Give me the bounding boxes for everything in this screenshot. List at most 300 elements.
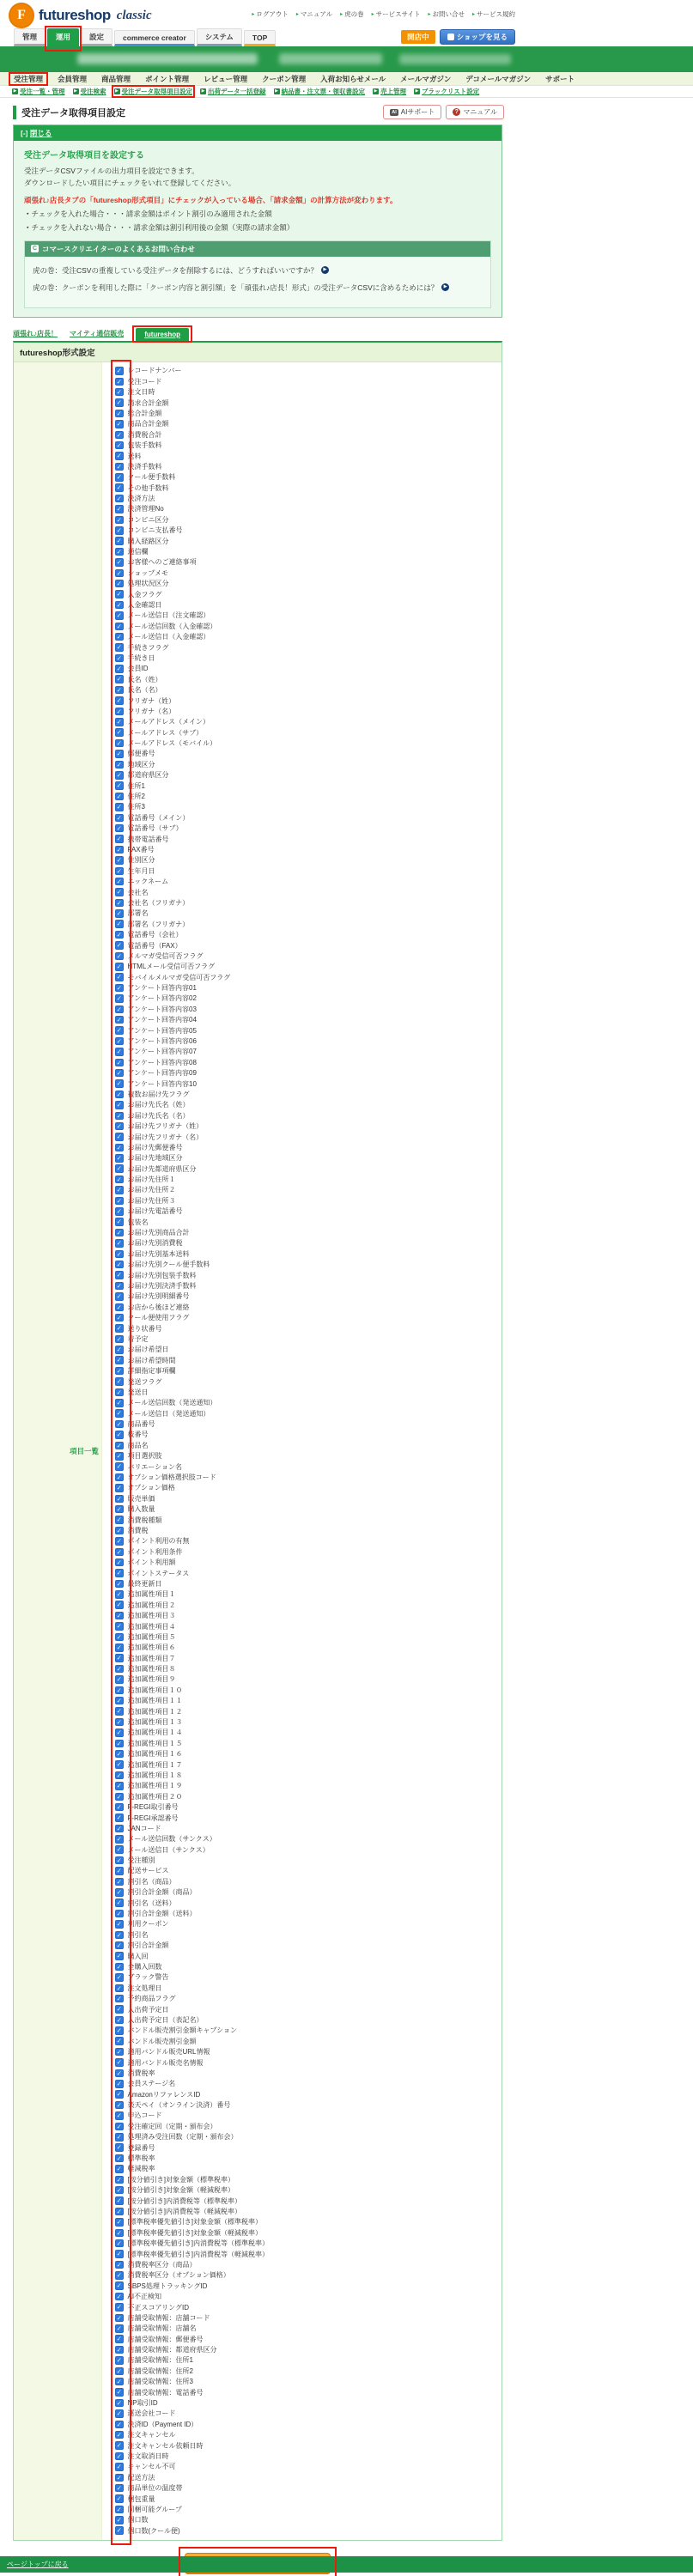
item-checkbox[interactable]: ✓ bbox=[116, 505, 122, 513]
item-checkbox[interactable]: ✓ bbox=[116, 2005, 122, 2014]
item-checkbox[interactable]: ✓ bbox=[116, 1962, 122, 1971]
item-checkbox[interactable]: ✓ bbox=[116, 1090, 122, 1098]
item-checkbox[interactable]: ✓ bbox=[116, 1899, 122, 1907]
item-checkbox[interactable]: ✓ bbox=[116, 1441, 122, 1449]
item-label: 送り状番号 bbox=[127, 1324, 162, 1333]
item-checkbox[interactable]: ✓ bbox=[116, 1048, 122, 1056]
sub-menu-link[interactable] bbox=[373, 87, 406, 96]
table-row bbox=[102, 897, 502, 908]
item-checkbox[interactable]: ✓ bbox=[116, 866, 122, 875]
item-checkbox[interactable]: ✓ bbox=[116, 2026, 122, 2035]
sub-menu bbox=[0, 86, 693, 98]
item-label: お店から後ほど連絡 bbox=[127, 1303, 190, 1311]
menu-item[interactable]: クーポン管理 bbox=[262, 74, 307, 83]
item-checkbox[interactable]: ✓ bbox=[116, 1867, 122, 1875]
item-checkbox[interactable]: ✓ bbox=[116, 526, 122, 535]
item-checkbox[interactable]: ✓ bbox=[116, 1015, 122, 1024]
item-checkbox[interactable]: ✓ bbox=[116, 1664, 122, 1673]
item-label: 消費税 bbox=[127, 1526, 149, 1534]
item-checkbox[interactable]: ✓ bbox=[116, 409, 122, 417]
item-checkbox[interactable]: ✓ bbox=[116, 973, 122, 981]
item-checkbox[interactable]: ✓ bbox=[116, 2239, 122, 2247]
nav-tab[interactable]: 運用 bbox=[47, 28, 79, 46]
item-checkbox[interactable]: ✓ bbox=[116, 792, 122, 800]
table-row bbox=[102, 1291, 502, 1302]
item-checkbox[interactable]: ✓ bbox=[116, 1760, 122, 1769]
link-arrow-icon: ▸ bbox=[428, 12, 431, 17]
item-checkbox[interactable]: ✓ bbox=[116, 707, 122, 715]
item-checkbox[interactable]: ✓ bbox=[116, 367, 122, 375]
item-label: お届け先氏名（姓） bbox=[127, 1101, 190, 1109]
table-row bbox=[102, 2196, 502, 2206]
item-checkbox[interactable]: ✓ bbox=[116, 2175, 122, 2184]
table-row bbox=[102, 951, 502, 961]
item-checkbox[interactable]: ✓ bbox=[116, 1207, 122, 1216]
table-row bbox=[102, 770, 502, 781]
item-checkbox[interactable]: ✓ bbox=[116, 1058, 122, 1066]
item-checkbox[interactable]: ✓ bbox=[116, 462, 122, 471]
item-checkbox[interactable]: ✓ bbox=[116, 1611, 122, 1619]
item-checkbox[interactable]: ✓ bbox=[116, 2463, 122, 2471]
item-label: 追加属性項目７ bbox=[127, 1654, 176, 1662]
table-row bbox=[102, 493, 502, 503]
item-checkbox[interactable]: ✓ bbox=[116, 2292, 122, 2300]
item-checkbox[interactable]: ✓ bbox=[116, 494, 122, 502]
item-checkbox[interactable]: ✓ bbox=[116, 665, 122, 673]
item-checkbox[interactable]: ✓ bbox=[116, 1473, 122, 1481]
format-tab[interactable]: 頑張れ♪店長！ bbox=[13, 329, 58, 337]
item-checkbox[interactable]: ✓ bbox=[116, 2090, 122, 2099]
item-checkbox[interactable]: ✓ bbox=[116, 803, 122, 811]
item-checkbox[interactable]: ✓ bbox=[116, 2420, 122, 2428]
item-checkbox[interactable]: ✓ bbox=[116, 2069, 122, 2077]
item-checkbox[interactable]: ✓ bbox=[116, 1590, 122, 1599]
item-checkbox[interactable]: ✓ bbox=[116, 2335, 122, 2343]
item-checkbox[interactable]: ✓ bbox=[116, 2271, 122, 2280]
item-label: 軽減税率 bbox=[127, 2165, 155, 2173]
item-label: 配送サービス bbox=[127, 1867, 169, 1875]
item-label: 消費税率 bbox=[127, 2069, 155, 2077]
item-checkbox[interactable]: ✓ bbox=[116, 1399, 122, 1407]
item-checkbox[interactable]: ✓ bbox=[116, 1313, 122, 1321]
item-label: [按分値引き]対象金額（軽減税率） bbox=[127, 2186, 234, 2195]
item-checkbox[interactable]: ✓ bbox=[116, 1281, 122, 1290]
table-row bbox=[102, 929, 502, 939]
item-checkbox[interactable]: ✓ bbox=[116, 1547, 122, 1556]
item-checkbox[interactable]: ✓ bbox=[116, 963, 122, 971]
item-checkbox[interactable]: ✓ bbox=[116, 558, 122, 567]
item-checkbox[interactable]: ✓ bbox=[116, 2441, 122, 2450]
item-checkbox[interactable]: ✓ bbox=[116, 813, 122, 822]
item-checkbox[interactable]: ✓ bbox=[116, 2250, 122, 2258]
item-checkbox[interactable]: ✓ bbox=[116, 888, 122, 896]
item-checkbox[interactable]: ✓ bbox=[116, 1877, 122, 1886]
item-checkbox[interactable]: ✓ bbox=[116, 845, 122, 854]
item-checkbox[interactable]: ✓ bbox=[116, 2516, 122, 2524]
item-checkbox[interactable]: ✓ bbox=[116, 1601, 122, 1609]
menu-item[interactable]: 商品管理 bbox=[101, 74, 131, 83]
item-label: 詳細指定事項欄 bbox=[127, 1367, 176, 1376]
item-checkbox[interactable]: ✓ bbox=[116, 1845, 122, 1854]
item-checkbox[interactable]: ✓ bbox=[116, 643, 122, 652]
item-checkbox[interactable]: ✓ bbox=[116, 1707, 122, 1716]
top-link[interactable] bbox=[372, 9, 421, 19]
format-tab[interactable]: マイティ通信販売 bbox=[70, 329, 125, 337]
item-label: 電話番号（会社） bbox=[127, 931, 183, 939]
item-checkbox[interactable]: ✓ bbox=[116, 377, 122, 386]
item-label: JANコード bbox=[127, 1824, 161, 1832]
menu-item[interactable]: レビュー管理 bbox=[204, 74, 248, 83]
item-checkbox[interactable]: ✓ bbox=[116, 781, 122, 790]
item-checkbox[interactable]: ✓ bbox=[116, 675, 122, 683]
item-checkbox[interactable]: ✓ bbox=[116, 547, 122, 556]
item-checkbox[interactable]: ✓ bbox=[116, 2080, 122, 2088]
item-checkbox[interactable]: ✓ bbox=[116, 1133, 122, 1141]
menu-item[interactable]: 受注管理 bbox=[12, 74, 45, 84]
item-checkbox[interactable]: ✓ bbox=[116, 2133, 122, 2141]
item-checkbox[interactable]: ✓ bbox=[116, 1994, 122, 2002]
nav-tab[interactable]: 設定 bbox=[81, 28, 112, 46]
table-row bbox=[102, 2409, 502, 2419]
nav-tab[interactable]: commerce creator bbox=[114, 30, 195, 46]
item-label: フリガナ（名） bbox=[127, 707, 176, 715]
menu-item[interactable]: ポイント管理 bbox=[145, 74, 190, 83]
item-checkbox[interactable]: ✓ bbox=[116, 2303, 122, 2312]
item-checkbox[interactable]: ✓ bbox=[116, 600, 122, 609]
item-checkbox[interactable]: ✓ bbox=[116, 2100, 122, 2109]
table-row bbox=[102, 2014, 502, 2025]
manual-button[interactable] bbox=[446, 105, 504, 119]
item-checkbox[interactable]: ✓ bbox=[116, 856, 122, 865]
item-checkbox[interactable]: ✓ bbox=[116, 1814, 122, 1822]
item-label: 販売単価 bbox=[127, 1494, 155, 1503]
item-checkbox[interactable]: ✓ bbox=[116, 1749, 122, 1758]
menu-item[interactable]: 入荷お知らせメール bbox=[320, 74, 386, 83]
item-label: [標準税率優先値引き]対象金額（標準税率） bbox=[127, 2218, 262, 2227]
item-checkbox[interactable]: ✓ bbox=[116, 1824, 122, 1832]
item-checkbox[interactable]: ✓ bbox=[116, 1324, 122, 1333]
item-label: 住所3 bbox=[127, 803, 145, 811]
item-checkbox[interactable]: ✓ bbox=[116, 1292, 122, 1301]
item-checkbox[interactable]: ✓ bbox=[116, 1632, 122, 1641]
item-checkbox[interactable]: ✓ bbox=[116, 2037, 122, 2045]
top-link-label: 虎の巻 bbox=[344, 10, 364, 18]
collapse-toggle[interactable] bbox=[14, 125, 502, 141]
item-checkbox[interactable]: ✓ bbox=[116, 1431, 122, 1439]
item-checkbox[interactable]: ✓ bbox=[116, 2143, 122, 2152]
item-label: 項目選択肢 bbox=[127, 1452, 162, 1461]
item-checkbox[interactable]: ✓ bbox=[116, 1271, 122, 1279]
item-checkbox[interactable]: ✓ bbox=[116, 1675, 122, 1684]
item-checkbox[interactable]: ✓ bbox=[116, 1941, 122, 1949]
item-checkbox[interactable]: ✓ bbox=[116, 1952, 122, 1960]
item-checkbox[interactable]: ✓ bbox=[116, 1164, 122, 1173]
item-checkbox[interactable]: ✓ bbox=[116, 1973, 122, 1982]
item-checkbox[interactable]: ✓ bbox=[116, 728, 122, 737]
table-row bbox=[102, 1153, 502, 1163]
item-checkbox[interactable]: ✓ bbox=[116, 1984, 122, 1992]
nav-tab[interactable]: システム bbox=[197, 28, 242, 46]
item-checkbox[interactable]: ✓ bbox=[116, 611, 122, 620]
sub-menu-link[interactable] bbox=[12, 87, 65, 96]
item-checkbox[interactable]: ✓ bbox=[116, 898, 122, 907]
top-link[interactable] bbox=[340, 9, 364, 19]
item-checkbox[interactable]: ✓ bbox=[116, 1930, 122, 1939]
item-checkbox[interactable]: ✓ bbox=[116, 2165, 122, 2173]
sub-menu-link[interactable] bbox=[414, 87, 479, 96]
item-checkbox[interactable]: ✓ bbox=[116, 1005, 122, 1013]
item-checkbox[interactable]: ✓ bbox=[116, 398, 122, 407]
nav-tab[interactable]: 管理 bbox=[14, 28, 46, 46]
item-checkbox[interactable]: ✓ bbox=[116, 1494, 122, 1503]
item-checkbox[interactable]: ✓ bbox=[116, 2526, 122, 2535]
item-checkbox[interactable]: ✓ bbox=[116, 1728, 122, 1737]
item-checkbox[interactable]: ✓ bbox=[116, 1579, 122, 1588]
item-checkbox[interactable]: ✓ bbox=[116, 2260, 122, 2269]
item-checkbox[interactable]: ✓ bbox=[116, 1504, 122, 1513]
item-checkbox[interactable]: ✓ bbox=[116, 420, 122, 428]
item-checkbox[interactable]: ✓ bbox=[116, 835, 122, 843]
item-checkbox[interactable]: ✓ bbox=[116, 1654, 122, 1662]
table-row bbox=[102, 1121, 502, 1131]
table-row bbox=[102, 1536, 502, 1546]
item-checkbox[interactable]: ✓ bbox=[116, 1239, 122, 1248]
item-checkbox[interactable]: ✓ bbox=[116, 1303, 122, 1311]
item-checkbox[interactable]: ✓ bbox=[116, 2409, 122, 2418]
item-checkbox[interactable]: ✓ bbox=[116, 2430, 122, 2439]
item-checkbox[interactable]: ✓ bbox=[116, 920, 122, 928]
item-checkbox[interactable]: ✓ bbox=[116, 452, 122, 460]
item-label: 通信欄 bbox=[127, 548, 149, 556]
item-checkbox[interactable]: ✓ bbox=[116, 2047, 122, 2056]
item-checkbox[interactable]: ✓ bbox=[116, 2366, 122, 2375]
item-checkbox[interactable]: ✓ bbox=[116, 2313, 122, 2322]
item-checkbox[interactable]: ✓ bbox=[116, 1121, 122, 1130]
item-checkbox[interactable]: ✓ bbox=[116, 473, 122, 482]
item-checkbox[interactable]: ✓ bbox=[116, 2377, 122, 2385]
item-checkbox[interactable]: ✓ bbox=[116, 2398, 122, 2407]
faq-link[interactable] bbox=[33, 265, 483, 276]
item-checkbox[interactable]: ✓ bbox=[116, 1526, 122, 1534]
item-checkbox[interactable]: ✓ bbox=[116, 2122, 122, 2130]
item-checkbox[interactable]: ✓ bbox=[116, 1388, 122, 1396]
item-checkbox[interactable]: ✓ bbox=[116, 1835, 122, 1844]
item-checkbox[interactable]: ✓ bbox=[116, 2196, 122, 2205]
item-checkbox[interactable]: ✓ bbox=[116, 1484, 122, 1492]
item-checkbox[interactable]: ✓ bbox=[116, 909, 122, 918]
table-row bbox=[102, 1419, 502, 1429]
top-link[interactable] bbox=[296, 9, 332, 19]
logo-icon: F bbox=[9, 3, 34, 28]
item-checkbox[interactable]: ✓ bbox=[116, 1079, 122, 1088]
item-checkbox[interactable]: ✓ bbox=[116, 685, 122, 694]
item-checkbox[interactable]: ✓ bbox=[116, 1218, 122, 1226]
menu-item[interactable]: サポート bbox=[545, 74, 575, 83]
item-checkbox[interactable]: ✓ bbox=[116, 1249, 122, 1258]
item-checkbox[interactable]: ✓ bbox=[116, 2218, 122, 2227]
item-checkbox[interactable]: ✓ bbox=[116, 1696, 122, 1704]
item-checkbox[interactable]: ✓ bbox=[116, 771, 122, 779]
item-checkbox[interactable]: ✓ bbox=[116, 2185, 122, 2194]
table-row bbox=[102, 1334, 502, 1344]
item-checkbox[interactable]: ✓ bbox=[116, 877, 122, 885]
sub-link-arrow-icon: ▶ bbox=[13, 88, 17, 94]
item-checkbox[interactable]: ✓ bbox=[116, 2281, 122, 2290]
item-checkbox[interactable]: ✓ bbox=[116, 430, 122, 439]
top-link[interactable] bbox=[252, 9, 289, 19]
item-checkbox[interactable]: ✓ bbox=[116, 1537, 122, 1546]
item-checkbox[interactable]: ✓ bbox=[116, 568, 122, 577]
item-checkbox[interactable]: ✓ bbox=[116, 1068, 122, 1077]
sub-menu-link[interactable] bbox=[200, 87, 266, 96]
item-checkbox[interactable]: ✓ bbox=[116, 622, 122, 630]
item-checkbox[interactable]: ✓ bbox=[116, 1026, 122, 1035]
item-checkbox[interactable]: ✓ bbox=[116, 2207, 122, 2215]
item-checkbox[interactable]: ✓ bbox=[116, 1622, 122, 1631]
item-checkbox[interactable]: ✓ bbox=[116, 2154, 122, 2162]
item-label: F-REGI承認番号 bbox=[127, 1814, 179, 1822]
item-checkbox[interactable]: ✓ bbox=[116, 1856, 122, 1864]
ai-support-button[interactable] bbox=[383, 105, 441, 119]
item-checkbox[interactable]: ✓ bbox=[116, 483, 122, 492]
format-tab[interactable]: futureshop bbox=[136, 328, 189, 341]
item-checkbox[interactable]: ✓ bbox=[116, 537, 122, 545]
menu-item[interactable]: メールマガジン bbox=[400, 74, 452, 83]
item-checkbox[interactable]: ✓ bbox=[116, 1186, 122, 1194]
item-checkbox[interactable]: ✓ bbox=[116, 2058, 122, 2067]
item-checkbox[interactable]: ✓ bbox=[116, 1782, 122, 1790]
table-row bbox=[102, 717, 502, 727]
table-row bbox=[102, 2099, 502, 2110]
item-label: 決済手数料 bbox=[127, 462, 162, 471]
nav-tab[interactable]: TOP bbox=[244, 30, 276, 46]
item-label: アンケート回答内容06 bbox=[127, 1037, 197, 1046]
item-checkbox[interactable]: ✓ bbox=[116, 823, 122, 832]
item-checkbox[interactable]: ✓ bbox=[116, 1686, 122, 1694]
table-row bbox=[102, 1738, 502, 1748]
sub-menu-link[interactable] bbox=[73, 87, 106, 96]
menu-item[interactable]: デコメールマガジン bbox=[465, 74, 532, 83]
item-checkbox[interactable]: ✓ bbox=[116, 1802, 122, 1811]
table-row bbox=[102, 1578, 502, 1589]
item-checkbox[interactable]: ✓ bbox=[116, 1366, 122, 1375]
item-checkbox[interactable]: ✓ bbox=[116, 1154, 122, 1163]
item-checkbox[interactable]: ✓ bbox=[116, 2451, 122, 2460]
item-checkbox[interactable]: ✓ bbox=[116, 1569, 122, 1577]
faq-link-label: 虎の巻：クーポンを利用した際に「クーポン内容と割引額」を「頑張れ♪店長！形式」の受注データCSVに含めるためには？ bbox=[33, 283, 439, 292]
top-link[interactable] bbox=[428, 9, 465, 19]
item-checkbox[interactable]: ✓ bbox=[116, 1101, 122, 1109]
item-checkbox[interactable]: ✓ bbox=[116, 579, 122, 587]
sub-menu-link[interactable] bbox=[274, 87, 366, 96]
item-checkbox[interactable]: ✓ bbox=[116, 590, 122, 598]
item-checkbox[interactable]: ✓ bbox=[116, 760, 122, 769]
item-checkbox[interactable]: ✓ bbox=[116, 2345, 122, 2354]
table-row bbox=[102, 1728, 502, 1738]
item-checkbox[interactable]: ✓ bbox=[116, 2505, 122, 2513]
item-checkbox[interactable]: ✓ bbox=[116, 941, 122, 950]
item-checkbox[interactable]: ✓ bbox=[116, 1346, 122, 1354]
item-checkbox[interactable]: ✓ bbox=[116, 1558, 122, 1566]
item-checkbox[interactable]: ✓ bbox=[116, 1452, 122, 1460]
item-checkbox[interactable]: ✓ bbox=[116, 2356, 122, 2365]
item-checkbox[interactable]: ✓ bbox=[116, 994, 122, 1003]
item-label: フリガナ（姓） bbox=[127, 696, 176, 705]
menu-item[interactable]: 会員管理 bbox=[58, 74, 88, 83]
item-checkbox[interactable]: ✓ bbox=[116, 1739, 122, 1747]
item-checkbox[interactable]: ✓ bbox=[116, 2483, 122, 2492]
item-checkbox[interactable]: ✓ bbox=[116, 1377, 122, 1386]
item-checkbox[interactable]: ✓ bbox=[116, 1143, 122, 1151]
table-row bbox=[102, 526, 502, 536]
item-checkbox[interactable]: ✓ bbox=[116, 696, 122, 705]
table-row bbox=[102, 2046, 502, 2057]
item-checkbox[interactable]: ✓ bbox=[116, 2228, 122, 2237]
item-checkbox[interactable]: ✓ bbox=[116, 1462, 122, 1471]
item-checkbox[interactable]: ✓ bbox=[116, 1228, 122, 1236]
item-checkbox[interactable]: ✓ bbox=[116, 1334, 122, 1343]
item-checkbox[interactable]: ✓ bbox=[116, 632, 122, 641]
item-checkbox[interactable]: ✓ bbox=[116, 750, 122, 758]
item-checkbox[interactable]: ✓ bbox=[116, 930, 122, 939]
item-checkbox[interactable]: ✓ bbox=[116, 2015, 122, 2024]
item-checkbox[interactable]: ✓ bbox=[116, 1260, 122, 1268]
view-shop-button[interactable] bbox=[440, 29, 515, 45]
item-checkbox[interactable]: ✓ bbox=[116, 1717, 122, 1726]
item-checkbox[interactable]: ✓ bbox=[116, 718, 122, 726]
top-link[interactable] bbox=[472, 9, 515, 19]
item-checkbox[interactable]: ✓ bbox=[116, 1175, 122, 1183]
item-checkbox[interactable]: ✓ bbox=[116, 2494, 122, 2503]
item-checkbox[interactable]: ✓ bbox=[116, 951, 122, 960]
item-checkbox[interactable]: ✓ bbox=[116, 653, 122, 662]
table-row bbox=[102, 2302, 502, 2312]
item-label: 手続きフラグ bbox=[127, 643, 169, 652]
item-checkbox[interactable]: ✓ bbox=[116, 1888, 122, 1897]
item-checkbox[interactable]: ✓ bbox=[116, 1196, 122, 1205]
item-checkbox[interactable]: ✓ bbox=[116, 440, 122, 449]
item-checkbox[interactable]: ✓ bbox=[116, 1419, 122, 1428]
table-row bbox=[102, 1312, 502, 1322]
sub-menu-link[interactable] bbox=[114, 87, 193, 96]
item-checkbox[interactable]: ✓ bbox=[116, 1771, 122, 1779]
item-checkbox[interactable]: ✓ bbox=[116, 1036, 122, 1045]
item-checkbox[interactable]: ✓ bbox=[116, 1356, 122, 1364]
item-checkbox[interactable]: ✓ bbox=[116, 1111, 122, 1120]
table-row bbox=[102, 387, 502, 398]
item-checkbox[interactable]: ✓ bbox=[116, 983, 122, 992]
item-checkbox[interactable]: ✓ bbox=[116, 2111, 122, 2120]
item-checkbox[interactable]: ✓ bbox=[116, 2324, 122, 2333]
item-checkbox[interactable]: ✓ bbox=[116, 387, 122, 396]
item-checkbox[interactable]: ✓ bbox=[116, 1909, 122, 1917]
item-checkbox[interactable]: ✓ bbox=[116, 738, 122, 747]
item-label: 性別区分 bbox=[127, 856, 155, 865]
item-checkbox[interactable]: ✓ bbox=[116, 1920, 122, 1929]
item-label: 入金フラグ bbox=[127, 590, 162, 598]
item-checkbox[interactable]: ✓ bbox=[116, 1643, 122, 1652]
item-checkbox[interactable]: ✓ bbox=[116, 2473, 122, 2482]
faq-link[interactable] bbox=[33, 283, 483, 293]
table-row bbox=[102, 876, 502, 886]
item-checkbox[interactable]: ✓ bbox=[116, 1792, 122, 1801]
back-to-top-link[interactable]: ページトップに戻る bbox=[7, 2561, 69, 2568]
item-checkbox[interactable]: ✓ bbox=[116, 1409, 122, 1418]
item-checkbox[interactable]: ✓ bbox=[116, 1516, 122, 1524]
table-row bbox=[102, 1057, 502, 1067]
item-checkbox[interactable]: ✓ bbox=[116, 515, 122, 524]
item-checkbox[interactable]: ✓ bbox=[116, 2388, 122, 2397]
